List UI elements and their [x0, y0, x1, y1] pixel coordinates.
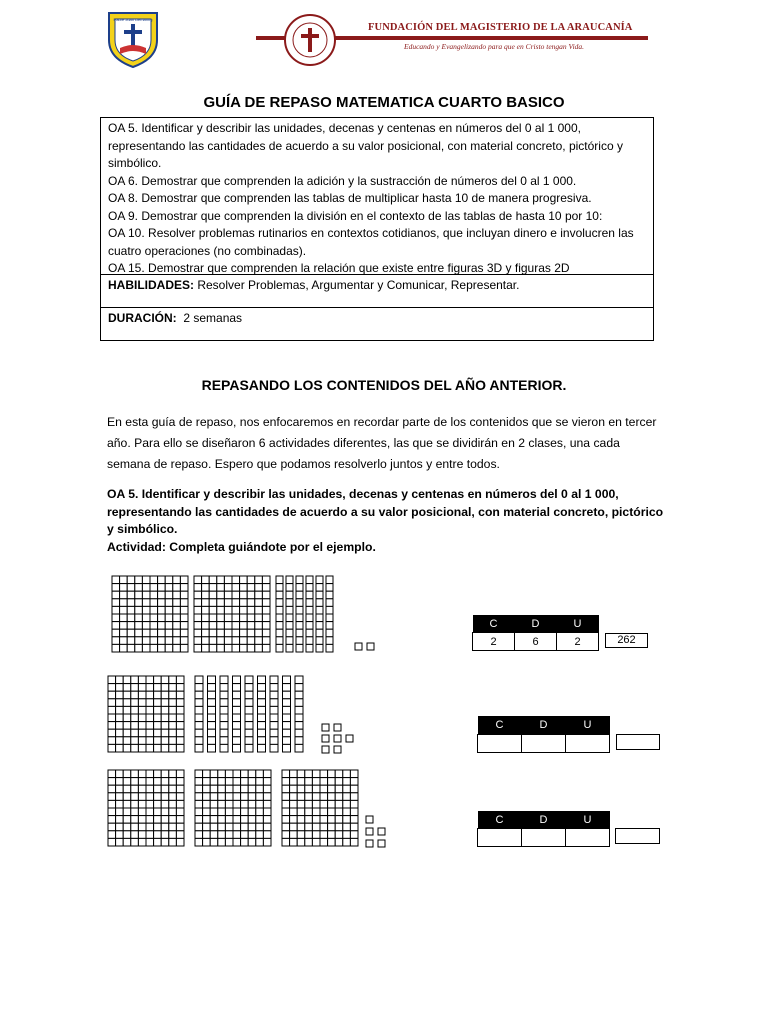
- unit-cube: [366, 816, 373, 823]
- objective-item: OA 6. Demostrar que comprenden la adición y la sustracción de números del 0 al 1 000.: [108, 173, 577, 188]
- ten-rod: [208, 676, 216, 752]
- unit-cube: [322, 724, 329, 731]
- ten-rod: [326, 576, 333, 652]
- objective-item: OA 10. Resolver problemas rutinarios en contextos cotidianos, que incluyan dinero e involucren las cuatro operaciones (no combinadas).: [108, 226, 634, 258]
- number-answer-box[interactable]: [616, 734, 660, 750]
- page-title: GUÍA DE REPASO MATEMATICA CUARTO BASICO: [203, 94, 565, 111]
- cdu-digit-cell[interactable]: [566, 735, 610, 753]
- unit-cube: [334, 746, 341, 753]
- unit-cube: [355, 643, 362, 650]
- hundred-block: [195, 770, 271, 846]
- ten-rod: [270, 676, 278, 752]
- cdu-header: U: [566, 811, 610, 829]
- objective-item: OA 8. Demostrar que comprenden las tablas de multiplicar hasta 10 de manera progresiva.: [108, 191, 592, 205]
- cdu-header: U: [566, 716, 610, 735]
- cdu-header: C: [478, 716, 522, 735]
- cdu-digit-cell[interactable]: [566, 829, 610, 847]
- cdu-header: C: [478, 811, 522, 829]
- number-answer-box[interactable]: [615, 828, 660, 844]
- duration-text: 2 semanas: [176, 311, 243, 325]
- ten-rod: [306, 576, 313, 652]
- unit-cube: [334, 724, 341, 731]
- cdu-table: [472, 615, 599, 651]
- unit-cube: [322, 746, 329, 753]
- unit-cube: [334, 735, 341, 742]
- cdu-digit-cell[interactable]: 2: [473, 633, 515, 651]
- unit-cube: [366, 828, 373, 835]
- ten-rod: [295, 676, 303, 752]
- objective-item: OA 9. Demostrar que comprenden la división en el contexto de las tablas de hasta 10 por 10:: [108, 208, 603, 223]
- cdu-table: [477, 811, 610, 847]
- unit-cube: [367, 643, 374, 650]
- cdu-header: U: [557, 615, 599, 633]
- ten-rod: [220, 676, 228, 752]
- cdu-digit-cell[interactable]: 6: [515, 633, 557, 651]
- foundation-motto: Educando y Evangelizando para que en Cristo tengan Vida.: [404, 42, 585, 51]
- cdu-header: D: [515, 615, 557, 633]
- cdu-digit-cell[interactable]: 2: [557, 633, 599, 651]
- ten-rod: [245, 676, 253, 752]
- hundred-block: [112, 576, 188, 652]
- unit-cube: [366, 840, 373, 847]
- ten-rod: [316, 576, 323, 652]
- objective-item: OA 5. Identificar y describir las unidades, decenas y centenas en números del 0 al 1 000, representando las cantidades de acuerdo a su valor posicional, con material concreto, pictórico y simbólico.: [108, 121, 623, 170]
- foundation-name: FUNDACIÓN DEL MAGISTERIO DE LA ARAUCANÍA: [368, 22, 633, 33]
- unit-cube: [378, 828, 385, 835]
- duration-label: DURACIÓN:: [108, 311, 177, 325]
- skills-text: Resolver Problemas, Argumentar y Comunicar, Representar.: [194, 278, 520, 292]
- unit-cube: [322, 735, 329, 742]
- ten-rod: [276, 576, 283, 652]
- ten-rod: [195, 676, 203, 752]
- cdu-digit-cell[interactable]: [478, 735, 522, 753]
- cdu-table: [477, 716, 610, 753]
- ten-rod: [286, 576, 293, 652]
- objective-item: OA 15. Demostrar que comprenden la relación que existe entre figuras 3D y figuras 2D: [108, 261, 570, 275]
- cdu-digit-cell[interactable]: [522, 735, 566, 753]
- unit-cube: [346, 735, 353, 742]
- cdu-digit-cell[interactable]: [522, 829, 566, 847]
- hundred-block: [282, 770, 358, 846]
- cdu-header: D: [522, 716, 566, 735]
- hundred-block: [108, 676, 184, 752]
- number-answer-box[interactable]: 262: [605, 633, 648, 648]
- hundred-block: [194, 576, 270, 652]
- oa5-text: OA 5. Identificar y describir las unidades, decenas y centenas en números del 0 al 1 000, representando las cantidades de acuerdo a su valor posicional, con material concreto, pictórico y simbólico.: [107, 487, 664, 536]
- cdu-header: D: [522, 811, 566, 829]
- intro-paragraph: En esta guía de repaso, nos enfocaremos en recordar parte de los contenidos que se vieron en tercer año. Para ello se diseñaron 6 actividades diferentes, las que se dividirán en 2 clases, una cada semana de repaso. Espero que podamos resolverlo juntos y entre todos.: [107, 415, 657, 471]
- ten-rod: [258, 676, 266, 752]
- section-title: REPASANDO LOS CONTENIDOS DEL AÑO ANTERIOR.: [201, 377, 567, 393]
- ten-rod: [283, 676, 291, 752]
- ten-rod: [233, 676, 241, 752]
- activity-instruction: Actividad: Completa guiándote por el ejemplo.: [107, 539, 376, 554]
- hundred-block: [108, 770, 184, 846]
- cdu-header: C: [473, 615, 515, 633]
- skills-label: HABILIDADES:: [108, 278, 194, 292]
- svg-text:Padre Juan Demaring: Padre Juan Demaring: [113, 17, 153, 22]
- ten-rod: [296, 576, 303, 652]
- unit-cube: [378, 840, 385, 847]
- cdu-digit-cell[interactable]: [478, 829, 522, 847]
